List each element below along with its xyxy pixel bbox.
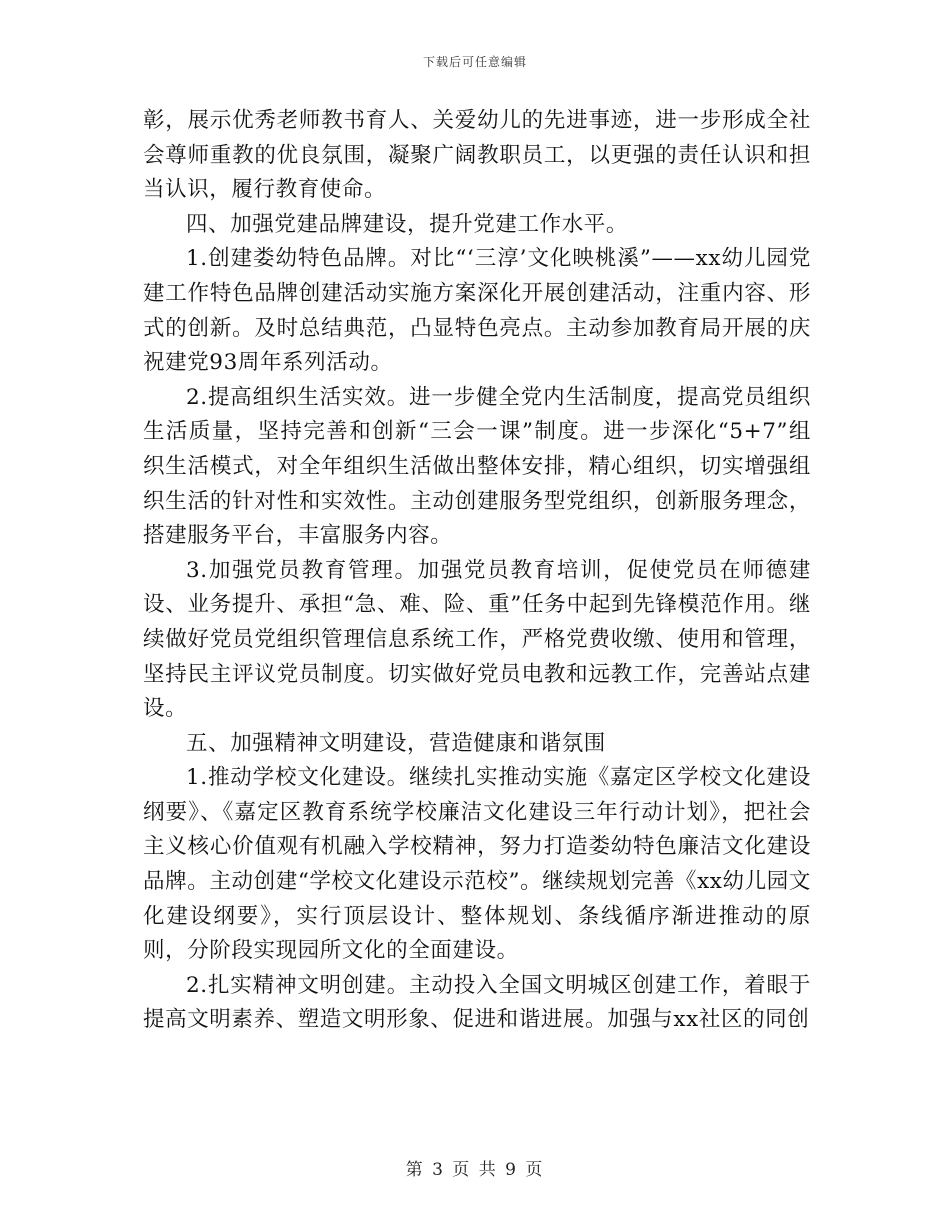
- paragraph-item-5-1: 1.推动学校文化建设。继续扎实推动实施《嘉定区学校文化建设纲要》、《嘉定区教育系统学校廉洁文化建设三年行动计划》，把社会主义核心价值观有机融入学校精神，努力打造娄幼特色廉洁文化建设品牌。主动创建“学校文化建设示范校”。继续规划完善《xx幼儿园文化建设纲要》，实行顶层设计、整体规划、条线循序渐进推动的原则，分阶段实现园所文化的全面建设。: [143, 765, 811, 964]
- paragraph-item-5-2: 2.扎实精神文明创建。主动投入全国文明城区创建工作，着眼于提高文明素养、塑造文明形象、促进和谐进展。加强与xx社区的同创: [143, 972, 811, 1033]
- page-header-note: 下载后可任意编辑: [422, 55, 527, 69]
- page-number: 第 3 页 共 9 页: [405, 1160, 545, 1180]
- section-heading-five: 五、加强精神文明建设，营造健康和谐氛围: [186, 730, 606, 756]
- paragraph-item-4-1: 1.创建娄幼特色品牌。对比“‘三淳’文化映桃溪”——xx幼儿园党建工作特色品牌创建活动实施方案深化开展创建活动，注重内容、形式的创新。及时总结典范，凸显特色亮点。主动参加教育局开展的庆祝建党93周年系列活动。: [143, 246, 811, 376]
- paragraph-item-4-2: 2.提高组织生活实效。进一步健全党内生活制度，提高党员组织生活质量，坚持完善和创新“三会一课”制度。进一步深化“5+7”组织生活模式，对全年组织生活做出整体安排，精心组织，切实增强组织生活的针对性和实效性。主动创建服务型党组织，创新服务理念，搭建服务平台，丰富服务内容。: [143, 384, 811, 549]
- document-body: [143, 104, 811, 1038]
- section-heading-four: 四、加强党建品牌建设，提升党建工作水平。: [186, 211, 629, 237]
- paragraph-item-4-3: 3.加强党员教育管理。加强党员教育培训，促使党员在师德建设、业务提升、承担“急、难、险、重”任务中起到先锋模范作用。继续做好党员党组织管理信息系统工作，严格党费收缴、使用和管理，坚持民主评议党员制度。切实做好党员电教和远教工作，完善站点建设。: [143, 557, 811, 722]
- paragraph-continuation: 彰，展示优秀老师教书育人、关爱幼儿的先进事迹，进一步形成全社会尊师重教的优良氛围，凝聚广阔教职员工，以更强的责任认识和担当认识，履行教育使命。: [143, 108, 811, 203]
